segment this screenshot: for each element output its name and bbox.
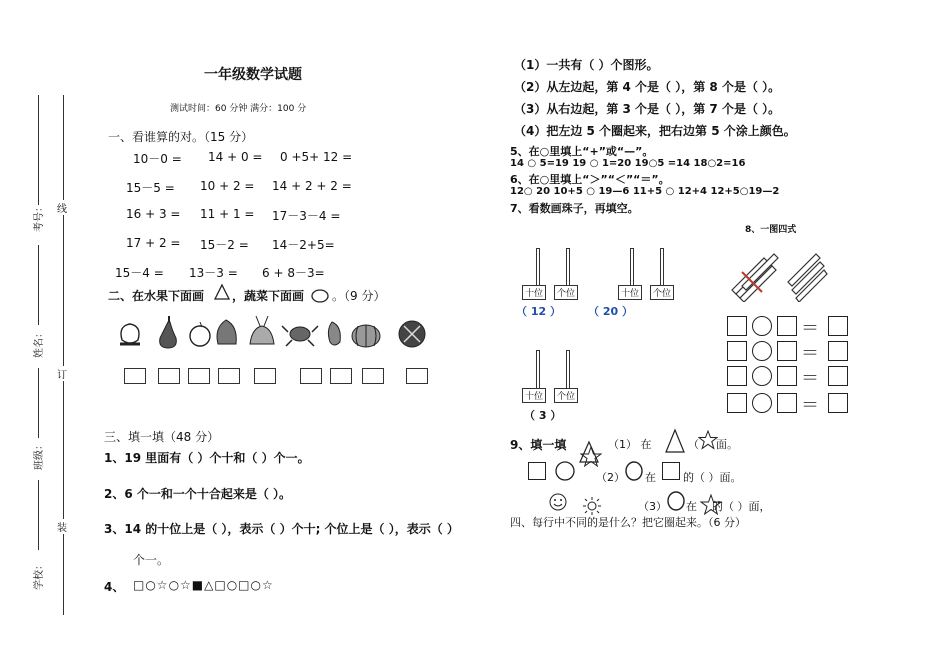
equation-box[interactable] [828,316,848,336]
calc-item: 14－2+5= [272,238,335,252]
xuexiao-label: 学校： [34,560,45,590]
ones-label: 个位 [554,388,578,403]
section3-heading: 三、填一填（48 分） [104,430,220,444]
binding-line [63,95,64,615]
circle-icon [624,460,644,482]
calc-item: 17 + 2 = [126,236,181,250]
section2-heading-b: ，蔬菜下面画 [232,289,305,303]
question-9: 9、填一填 [510,438,567,452]
calc-item: 13－3 = [189,266,238,280]
question-1: 1、19 里面有（ ）个十和（ ）个一。 [104,451,310,465]
abacus-rod [536,248,540,285]
abacus-number: （ 20 ） [588,305,633,318]
pumpkin-icon [352,325,380,347]
question-5: 5、在○里填上“+”或“—”。 [510,145,654,158]
tens-label: 十位 [522,388,546,403]
equation-box[interactable] [777,316,797,336]
equation-box[interactable] [777,341,797,361]
abacus-rod [660,248,664,285]
right-q2: （2）从左边起，第 4 个是（ ），第 8 个是（ ）。 [514,80,781,94]
q9-part3-a: （3） [638,500,667,513]
equation-circle[interactable] [752,341,772,361]
calc-item: 15－4 = [115,266,164,280]
section2-heading-c: 。（9 分） [332,289,386,303]
triangle-icon [664,428,686,454]
sun-icon [582,496,602,516]
watermelon-icon [399,321,425,347]
calc-item: 10－0 = [133,152,182,166]
calc-item: 17－3－4 = [272,209,341,223]
circle-icon [310,289,330,303]
apple-icon [190,322,210,346]
equation-box[interactable] [777,366,797,386]
crab-icon [282,326,318,346]
cabbage-icon [217,320,236,344]
calc-item: 15－2 = [200,238,249,252]
question-3: 3、14 的十位上是（ ），表示（ ）个十; 个位上是（ ），表示（ ） [104,522,459,536]
question-7: 7、看数画珠子，再填空。 [510,202,639,215]
section1-heading: 一、看谁算的对。（15 分） [108,130,254,144]
q9-part1-b: （ [688,438,699,451]
calc-item: 14 + 2 + 2 = [272,179,352,193]
answer-box[interactable] [158,368,180,384]
question-6: 6、在○里填上“＞”“＜”“＝”。 [510,173,670,186]
question-8: 8、一图四式 [745,225,797,235]
kaohao-label: 考号： [34,202,45,232]
answer-box[interactable] [218,368,240,384]
right-q4: （4）把左边 5 个圈起来，把右边第 5 个涂上颜色。 [514,124,796,138]
shape-sequence: □○☆○☆■△□○□○☆ [133,578,274,592]
abacus-rod [536,350,540,388]
banji-label: 班级： [34,440,45,470]
equation-circle[interactable] [752,366,772,386]
star-icon [580,446,602,468]
section4-heading: 四、每行中不同的是什么？把它圈起来。（6 分） [510,516,746,529]
calc-item: 10 + 2 = [200,179,255,193]
zhuang-mark: 装 [57,519,67,534]
equals-sign: ＝ [801,343,819,364]
equals-sign: ＝ [801,318,819,339]
equation-box[interactable] [828,393,848,413]
right-q3: （3）从右边起，第 3 个是（ ），第 7 个是（ ）。 [514,102,781,116]
equation-box[interactable] [727,393,747,413]
answer-box[interactable] [300,368,322,384]
xingming-label: 姓名： [34,328,45,358]
section2-heading-a: 二、在水果下面画 [108,289,205,303]
question-3-tail: 个一。 [133,553,170,567]
equation-box[interactable] [777,393,797,413]
equals-sign: ＝ [801,395,819,416]
ding-mark: 订 [57,366,67,381]
q9-part1-c: 面。 [716,438,738,451]
ones-label: 个位 [554,285,578,300]
q9-part2-b: 在 [645,471,656,484]
abacus-number: （ 3 ） [524,409,562,422]
abacus-rod [630,248,634,285]
abacus-rod [566,350,570,388]
sticks-picture [728,250,828,302]
triangle-icon [213,283,231,301]
question-6-items: 12○ 20 10+5 ○ 19—6 11+5 ○ 12+4 12+5○19—2 [510,186,780,197]
answer-box[interactable] [188,368,210,384]
square-shape [528,462,546,480]
equation-circle[interactable] [752,316,772,336]
equation-box[interactable] [828,366,848,386]
tens-label: 十位 [522,285,546,300]
square-shape [662,462,680,480]
answer-box[interactable] [362,368,384,384]
q9-part1-a: （1） 在 [608,438,652,451]
answer-box[interactable] [124,368,146,384]
question-4-number: 4、 [104,580,125,594]
abacus-number: （ 12 ） [516,305,561,318]
question-5-items: 14 ○ 5=19 19 ○ 1=20 19○5 =14 18○2=16 [510,158,746,169]
calc-item: 0 +5+ 12 = [280,150,353,164]
equation-box[interactable] [828,341,848,361]
question-2: 2、6 个一和一个十合起来是（ ）。 [104,487,292,501]
circle-triangle-icon [552,456,578,482]
calc-item: 14 + 0 = [208,150,263,164]
equation-box[interactable] [727,366,747,386]
q9-part3-b: 在 [686,500,697,513]
q9-part2-a: （2） [596,471,625,484]
pepper-icon [328,322,340,345]
circle-icon [666,490,686,512]
test-info: 测试时间：60 分钟 满分：100 分 [170,104,307,114]
xian-mark: 线 [57,200,67,215]
ones-label: 个位 [650,285,674,300]
calc-item: 16 + 3 = [126,207,181,221]
q9-part3-c: 的（ ）面， [712,500,771,513]
abacus-rod [566,248,570,285]
page-title: 一年级数学试题 [204,67,302,83]
fruit-vegetable-row [114,312,444,352]
star-icon [698,430,718,450]
calc-item: 6 + 8－3= [262,266,325,280]
calc-item: 11 + 1 = [200,207,255,221]
right-q1: （1）一共有（ ）个图形。 [514,58,659,72]
radish-icon [250,316,274,344]
pear-icon [160,316,177,348]
peach-icon [120,324,140,344]
equation-circle[interactable] [752,393,772,413]
calc-item: 15－5 = [126,181,175,195]
q9-part2-c: 的（ ）面。 [683,471,742,484]
equation-box[interactable] [727,341,747,361]
equals-sign: ＝ [801,368,819,389]
answer-box[interactable] [254,368,276,384]
smiley-icon [548,492,568,512]
answer-box[interactable] [406,368,428,384]
tens-label: 十位 [618,285,642,300]
answer-box[interactable] [330,368,352,384]
equation-box[interactable] [727,316,747,336]
